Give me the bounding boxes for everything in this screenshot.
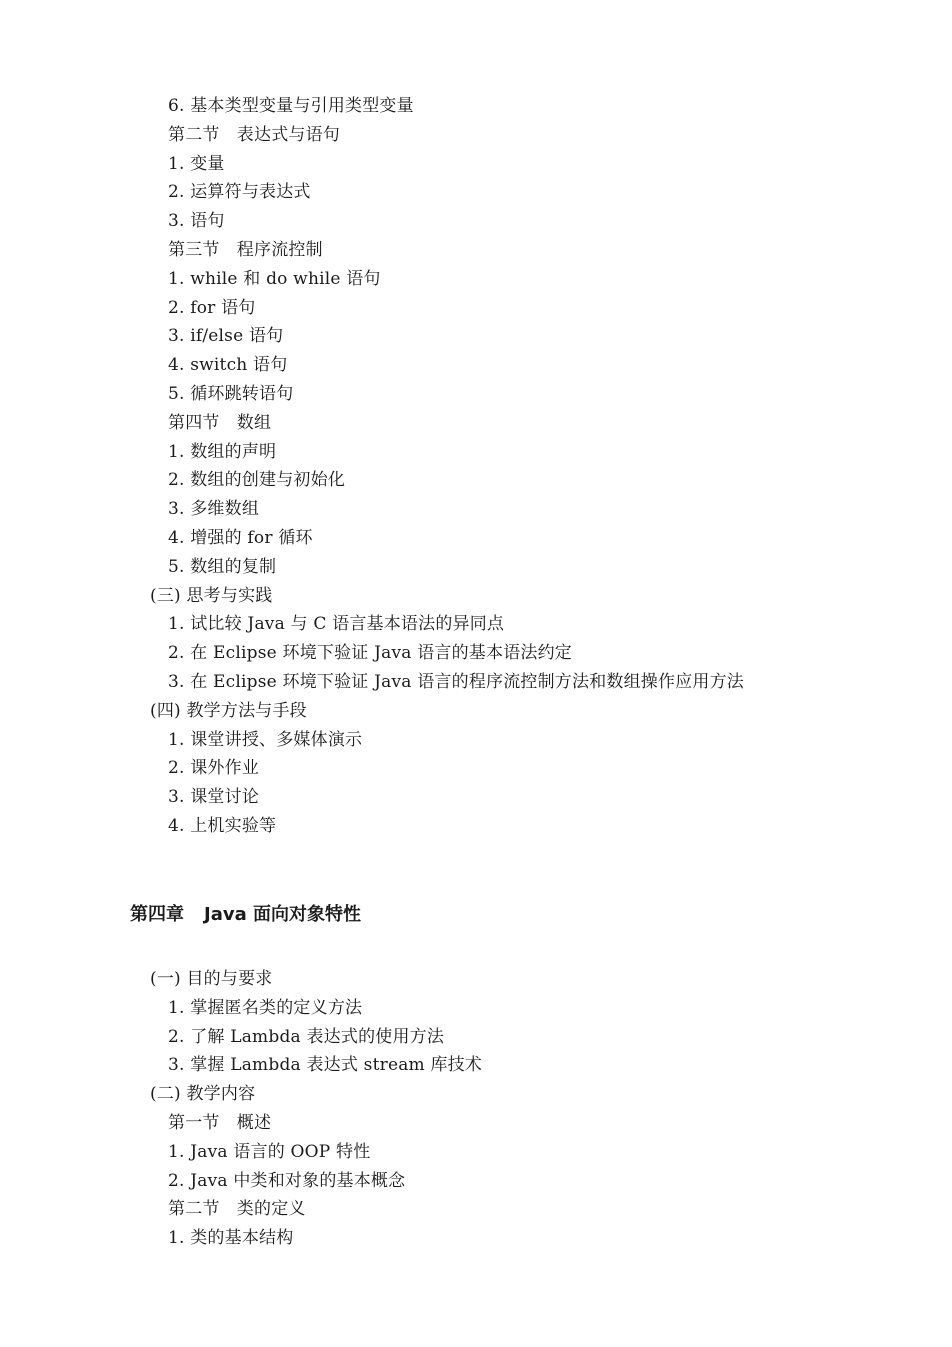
list-item: 1. 试比较 Java 与 C 语言基本语法的异同点 xyxy=(168,614,505,635)
list-item: 3. 语句 xyxy=(168,211,225,232)
section-heading: (一) 目的与要求 xyxy=(150,969,273,989)
chapter-title: Java 面向对象特性 xyxy=(204,904,361,925)
list-item: 第一节 概述 xyxy=(168,1112,272,1133)
list-item: 2. Java 中类和对象的基本概念 xyxy=(168,1170,406,1191)
list-item: 4. 增强的 for 循环 xyxy=(168,527,313,548)
list-item: 3. 多维数组 xyxy=(168,499,260,520)
list-item: 1. 掌握匿名类的定义方法 xyxy=(168,997,363,1018)
list-item: 2. 运算符与表达式 xyxy=(168,182,311,203)
list-item: 1. Java 语言的 OOP 特性 xyxy=(168,1141,371,1162)
list-item: 2. 课外作业 xyxy=(168,758,260,779)
list-item: 6. 基本类型变量与引用类型变量 xyxy=(168,96,414,116)
list-item: 1. 变量 xyxy=(168,153,225,174)
chapter-four-section xyxy=(0,965,952,1253)
chapter-heading xyxy=(130,900,361,930)
list-item: 1. 数组的声明 xyxy=(168,441,277,462)
chapter-number: 第四章 xyxy=(130,904,184,925)
list-item: 1. while 和 do while 语句 xyxy=(168,268,381,289)
section-heading: (三) 思考与实践 xyxy=(150,585,273,606)
list-item: 2. 了解 Lambda 表达式的使用方法 xyxy=(168,1026,445,1047)
list-item: 4. switch 语句 xyxy=(168,355,288,376)
list-item: 第三节 程序流控制 xyxy=(168,239,323,260)
list-item: 3. 在 Eclipse 环境下验证 Java 语言的程序流控制方法和数组操作应用方法 xyxy=(168,671,744,692)
list-item: 第四节 数组 xyxy=(168,412,272,433)
list-item: 5. 循环跳转语句 xyxy=(168,383,294,404)
list-item: 第二节 表达式与语句 xyxy=(168,124,340,145)
list-item: 3. 课堂讨论 xyxy=(168,787,260,808)
syllabus-section-continued xyxy=(0,92,952,841)
list-item: 2. for 语句 xyxy=(168,297,256,318)
section-heading: (四) 教学方法与手段 xyxy=(150,700,307,721)
list-item: 1. 类的基本结构 xyxy=(168,1228,294,1249)
list-item: 3. if/else 语句 xyxy=(168,326,284,347)
list-item: 1. 课堂讲授、多媒体演示 xyxy=(168,729,363,750)
list-item: 2. 在 Eclipse 环境下验证 Java 语言的基本语法约定 xyxy=(168,643,572,664)
list-item: 2. 数组的创建与初始化 xyxy=(168,470,346,491)
list-item: 4. 上机实验等 xyxy=(168,815,277,836)
list-item: 5. 数组的复制 xyxy=(168,556,277,577)
list-item: 第二节 类的定义 xyxy=(168,1199,306,1220)
list-item: 3. 掌握 Lambda 表达式 stream 库技术 xyxy=(168,1055,483,1076)
section-heading: (二) 教学内容 xyxy=(150,1084,256,1105)
